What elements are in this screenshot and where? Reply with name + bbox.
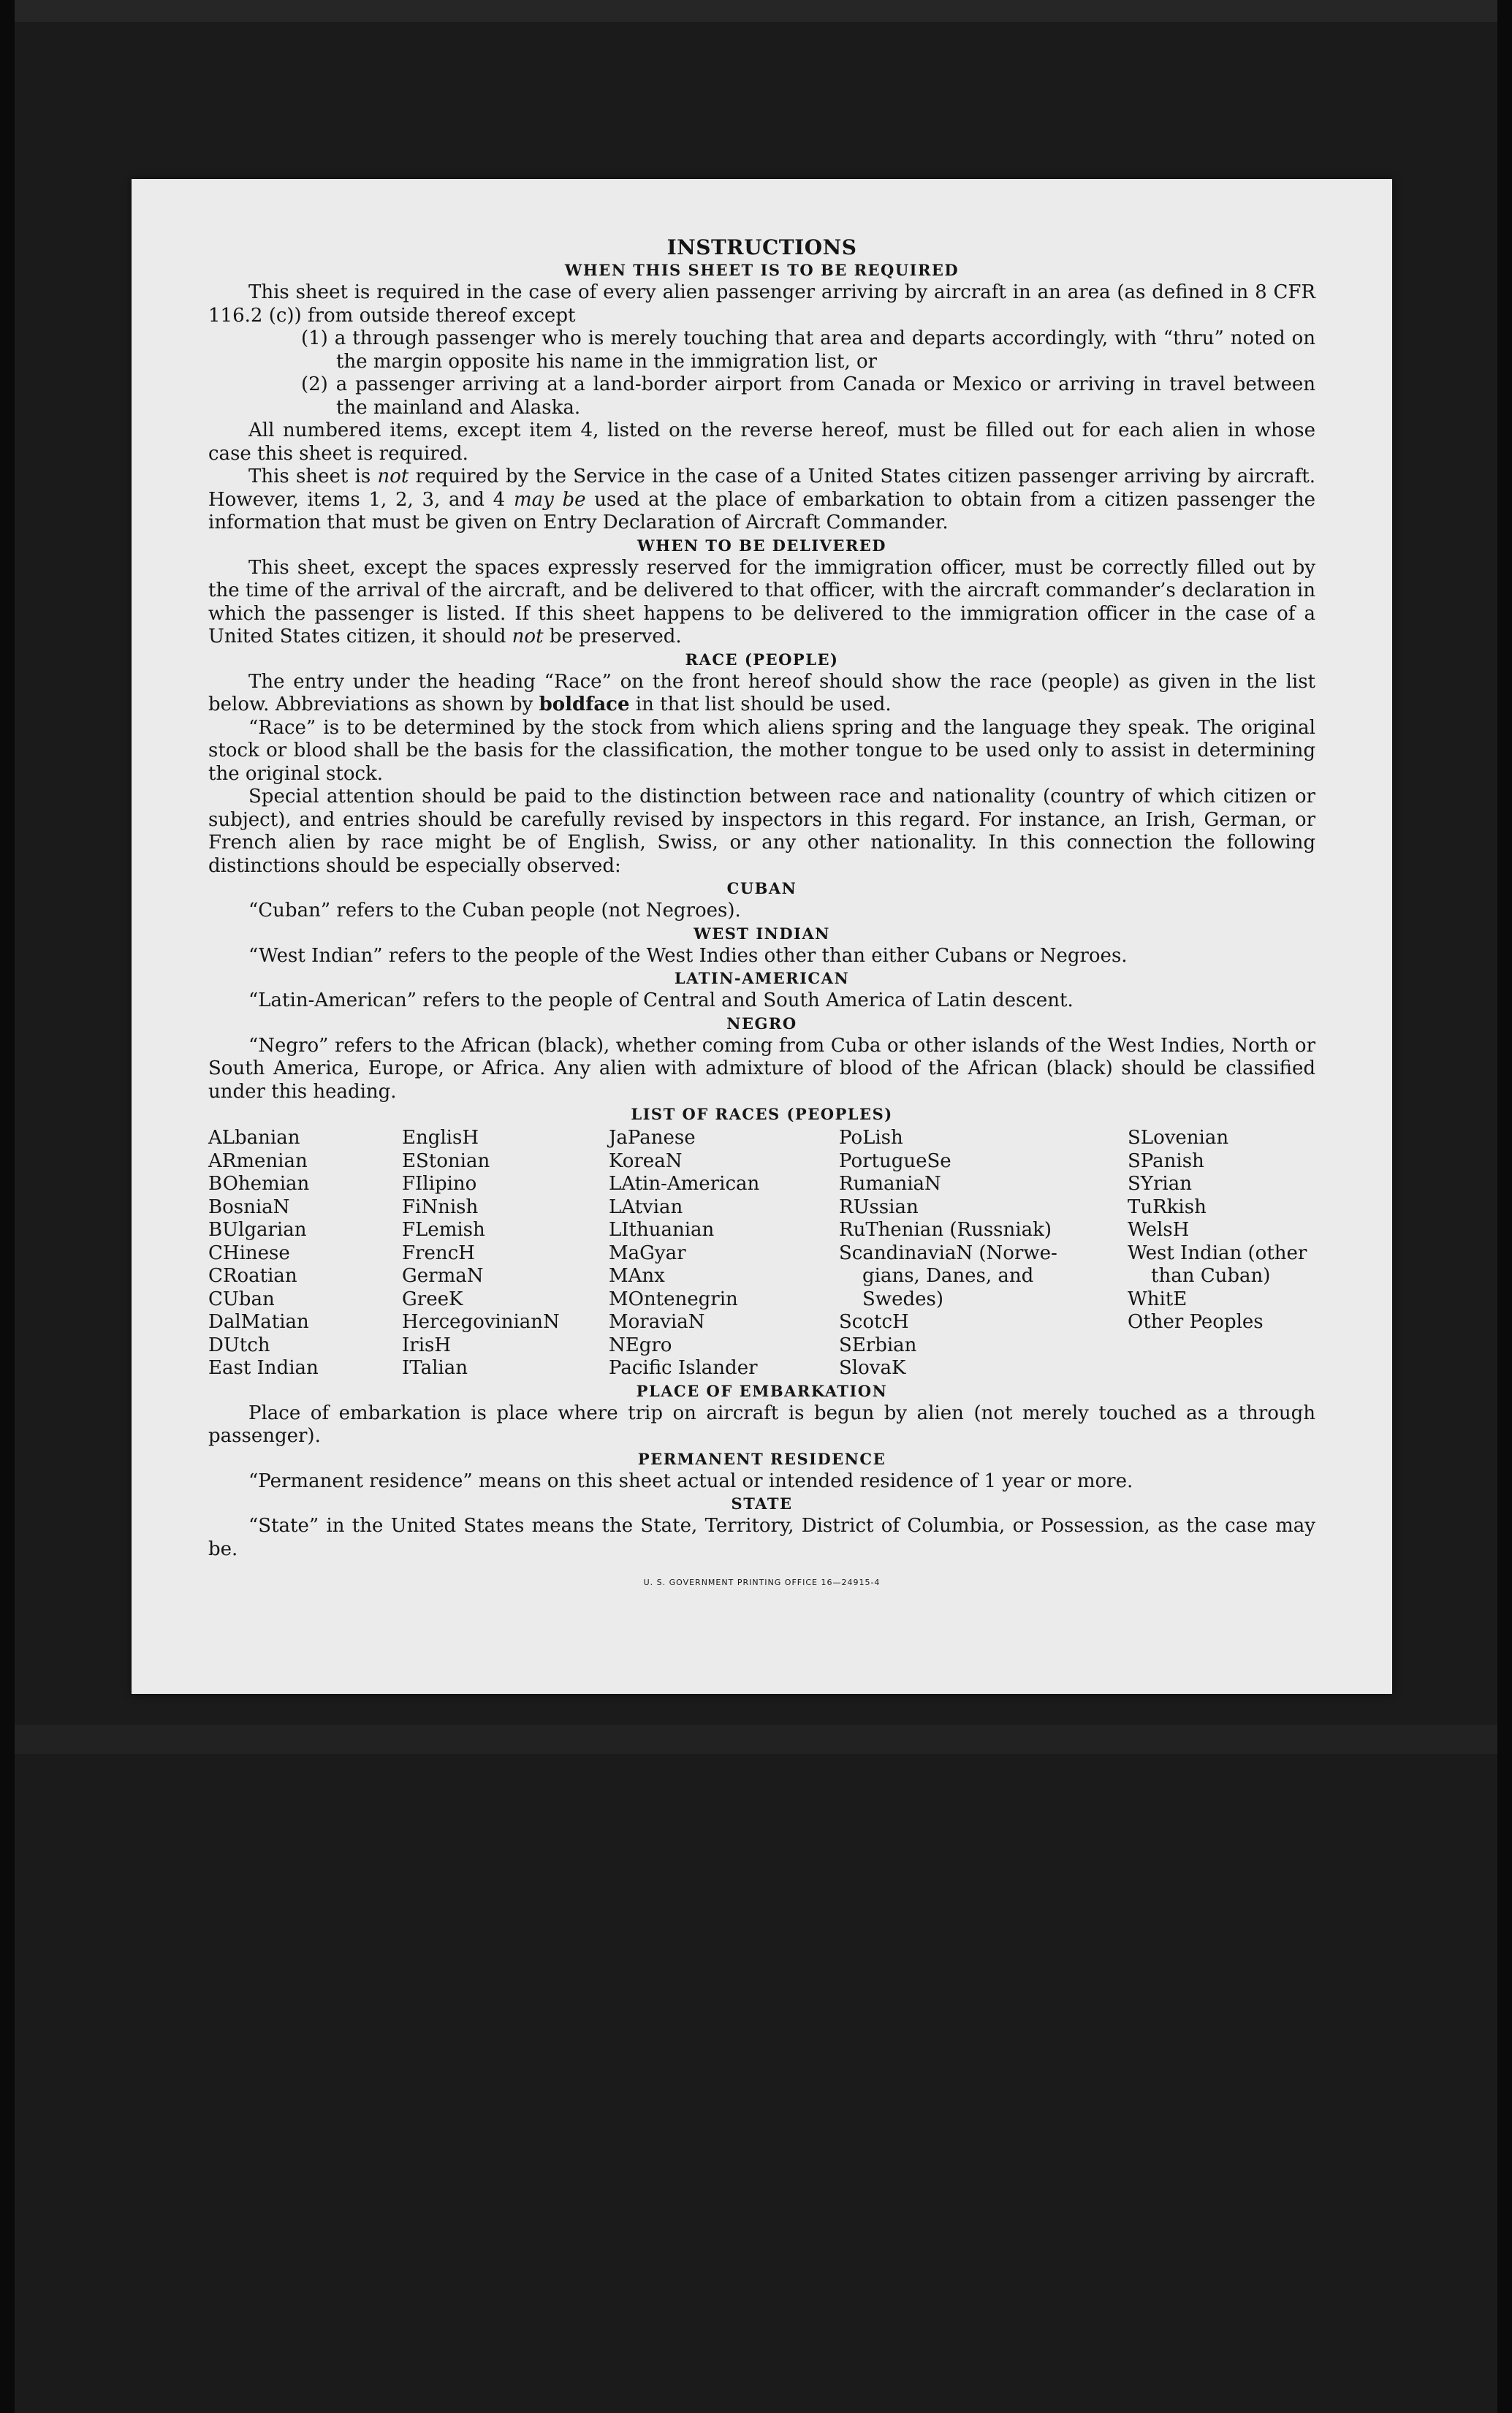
race-entry: MOntenegrin bbox=[609, 1288, 738, 1310]
state-text: “State” in the United States means the State, Territory, District of Columbia, or Possession, as the case may be. bbox=[208, 1515, 1315, 1560]
races-list bbox=[208, 1127, 1315, 1380]
race-entry: WhitE bbox=[1128, 1288, 1188, 1310]
race-entry: FiNnish bbox=[402, 1196, 479, 1218]
exception-item-2: (2) a passenger arriving at a land-border airport from Canada or Mexico or arriving in travel between the mainland and Alaska. bbox=[301, 373, 1315, 419]
race-entry: GreeK bbox=[402, 1288, 463, 1310]
text-run: be preserved. bbox=[543, 626, 682, 647]
printing-office-footer: U. S. GOVERNMENT PRINTING OFFICE 16—24915-4 bbox=[643, 1578, 881, 1587]
race-entry: SYrian bbox=[1128, 1173, 1192, 1195]
race-entry: BosniaN bbox=[208, 1196, 290, 1218]
race-entry: Other Peoples bbox=[1128, 1311, 1264, 1333]
race-entry: ScotcH bbox=[839, 1311, 909, 1333]
page-title: INSTRUCTIONS bbox=[666, 235, 857, 259]
text-run: in that list should be used. bbox=[629, 694, 892, 715]
race-entry: MaGyar bbox=[609, 1242, 686, 1264]
heading-when-delivered: WHEN TO BE DELIVERED bbox=[637, 536, 886, 555]
race-entry: PoLish bbox=[839, 1127, 903, 1149]
when-required-paragraph-1: This sheet is required in the case of every alien passenger arriving by aircraft in an area (as defined in 8 CFR 116.2 (c)) from outside thereof except bbox=[208, 281, 1315, 327]
race-entry: FrencH bbox=[402, 1242, 475, 1264]
race-paragraph-3: Special attention should be paid to the distinction between race and nationality (country of which citizen or subject), and entries should be carefully revised by inspectors in this regard. For instance, an Irish, German, or French alien by race might be of English, Swiss, or any other nationality. In this connection the following distinctions should be especially observed: bbox=[208, 786, 1315, 877]
race-entry: ARmenian bbox=[208, 1150, 308, 1172]
race-entry-continued: than Cuban) bbox=[1151, 1265, 1271, 1287]
heading-state: STATE bbox=[731, 1494, 793, 1513]
latin-american-text: “Latin-American” refers to the people of Central and South America of Latin descent. bbox=[248, 989, 1074, 1011]
race-entry: DalMatian bbox=[208, 1311, 309, 1333]
race-entry: RuThenian (Russniak) bbox=[839, 1219, 1052, 1241]
race-entry: SErbian bbox=[839, 1334, 917, 1356]
race-entry: KoreaN bbox=[609, 1150, 683, 1172]
race-entry: GermaN bbox=[402, 1265, 484, 1287]
race-entry: BOhemian bbox=[208, 1173, 310, 1195]
west-indian-text: “West Indian” refers to the people of the West Indies other than either Cubans or Negroes. bbox=[248, 944, 1128, 967]
race-entry: Pacific Islander bbox=[609, 1357, 758, 1379]
race-entry: EnglisH bbox=[402, 1127, 479, 1149]
races-column-3 bbox=[609, 1127, 839, 1380]
italic-text: may be bbox=[513, 488, 586, 511]
text-run: The entry under the heading “Race” on the front hereof should show the race (people) as given in the list below. Abbreviations as shown by bbox=[208, 670, 1315, 715]
italic-text: not bbox=[512, 626, 544, 647]
race-entry-continued: gians, Danes, and bbox=[862, 1265, 1034, 1287]
race-entry: SLovenian bbox=[1128, 1127, 1229, 1149]
heading-race: RACE (PEOPLE) bbox=[685, 650, 839, 669]
bold-text: boldface bbox=[539, 694, 630, 715]
races-column-5 bbox=[1128, 1127, 1315, 1380]
heading-permanent-residence: PERMANENT RESIDENCE bbox=[637, 1449, 886, 1468]
race-entry: RUssian bbox=[839, 1196, 919, 1218]
sheet-content bbox=[208, 236, 1315, 1595]
race-entry: BUlgarian bbox=[208, 1219, 307, 1241]
text-run: required by the Service in the case of a United States citizen passenger arriving by aircraft. However, items 1, 2, 3, and 4 bbox=[208, 466, 1315, 511]
film-edge-left bbox=[0, 0, 15, 2413]
race-entry: FLemish bbox=[402, 1219, 485, 1241]
race-entry: FIlipino bbox=[402, 1173, 477, 1195]
heading-latin-american: LATIN-AMERICAN bbox=[674, 969, 850, 987]
heading-when-required: WHEN THIS SHEET IS TO BE REQUIRED bbox=[564, 261, 960, 279]
race-entry: TuRkish bbox=[1128, 1196, 1207, 1218]
film-band-top bbox=[15, 0, 1497, 22]
race-entry: West Indian (other bbox=[1128, 1242, 1307, 1264]
text-run: This sheet is bbox=[248, 466, 378, 487]
when-required-paragraph-3 bbox=[208, 466, 1315, 535]
film-edge-right bbox=[1497, 0, 1512, 2413]
cuban-text: “Cuban” refers to the Cuban people (not Negroes). bbox=[248, 900, 741, 922]
race-entry: ITalian bbox=[402, 1357, 468, 1379]
heading-place-of-embarkation: PLACE OF EMBARKATION bbox=[636, 1381, 888, 1400]
race-entry: EStonian bbox=[402, 1150, 490, 1172]
race-entry: PortugueSe bbox=[839, 1150, 951, 1172]
race-entry: WelsH bbox=[1128, 1219, 1190, 1241]
race-paragraph-1 bbox=[208, 671, 1315, 717]
race-entry: RumaniaN bbox=[839, 1173, 941, 1195]
instruction-sheet bbox=[132, 179, 1392, 1694]
race-entry: East Indian bbox=[208, 1357, 319, 1379]
when-required-paragraph-2: All numbered items, except item 4, listed on the reverse hereof, must be filled out for each alien in whose case this sheet is required. bbox=[208, 419, 1315, 465]
race-entry: MAnx bbox=[609, 1265, 665, 1287]
residence-text: “Permanent residence” means on this sheet actual or intended residence of 1 year or more. bbox=[248, 1470, 1133, 1492]
race-entry: ALbanian bbox=[208, 1127, 300, 1149]
race-entry: HercegovinianN bbox=[402, 1311, 560, 1333]
film-band-lower bbox=[15, 1725, 1497, 1754]
races-column-4 bbox=[839, 1127, 1128, 1380]
race-entry: NEgro bbox=[609, 1334, 672, 1356]
race-entry: LAtin-American bbox=[609, 1173, 760, 1195]
race-entry: LAtvian bbox=[609, 1196, 683, 1218]
text-run: used at the place of embarkation to obtain from a citizen passenger the information that must be given on Entry Declaration of Aircraft Commander. bbox=[208, 488, 1316, 533]
heading-negro: NEGRO bbox=[726, 1014, 797, 1033]
heading-list-of-races: LIST OF RACES (PEOPLES) bbox=[631, 1105, 893, 1123]
race-entry: MoraviaN bbox=[609, 1311, 705, 1333]
race-entry: ScandinaviaN (Norwe- bbox=[839, 1242, 1057, 1264]
race-entry: CRoatian bbox=[208, 1265, 297, 1287]
when-delivered-paragraph bbox=[208, 557, 1315, 649]
embarkation-text: Place of embarkation is place where trip on aircraft is begun by alien (not merely touched as a through passenger). bbox=[208, 1402, 1315, 1447]
race-entry: SPanish bbox=[1128, 1150, 1204, 1172]
race-entry-continued: Swedes) bbox=[862, 1288, 943, 1310]
race-entry: CHinese bbox=[208, 1242, 290, 1264]
races-column-1 bbox=[208, 1127, 402, 1380]
race-entry: SlovaK bbox=[839, 1357, 906, 1379]
exception-item-1: (1) a through passenger who is merely touching that area and departs accordingly, with “thru” noted on the margin opposite his name in the immigration list, or bbox=[301, 327, 1315, 373]
race-entry: DUtch bbox=[208, 1334, 270, 1356]
race-entry: IrisH bbox=[402, 1334, 452, 1356]
race-entry: CUban bbox=[208, 1288, 275, 1310]
text-run: This sheet, except the spaces expressly reserved for the immigration officer, must be correctly filled out by the time of the arrival of the aircraft, and be delivered to that officer, with the aircraft commander’s declaration in which the passenger is listed. If this sheet happens to be delivered to the immigration officer in the case of a United States citizen, it should bbox=[208, 556, 1315, 647]
italic-text: not bbox=[377, 466, 409, 487]
race-entry: LIthuanian bbox=[609, 1219, 715, 1241]
race-paragraph-2: “Race” is to be determined by the stock from which aliens spring and the language they speak. The original stock or blood shall be the basis for the classification, the mother tongue to be used only to assist in determining the original stock. bbox=[208, 716, 1315, 785]
races-column-2 bbox=[402, 1127, 609, 1380]
race-entry: JaPanese bbox=[609, 1127, 696, 1149]
negro-text: “Negro” refers to the African (black), whether coming from Cuba or other islands of the West Indies, North or South America, Europe, or Africa. Any alien with admixture of blood of the African (black) should be classified under this heading. bbox=[208, 1034, 1315, 1103]
heading-cuban: CUBAN bbox=[726, 879, 797, 897]
heading-west-indian: WEST INDIAN bbox=[694, 924, 830, 943]
